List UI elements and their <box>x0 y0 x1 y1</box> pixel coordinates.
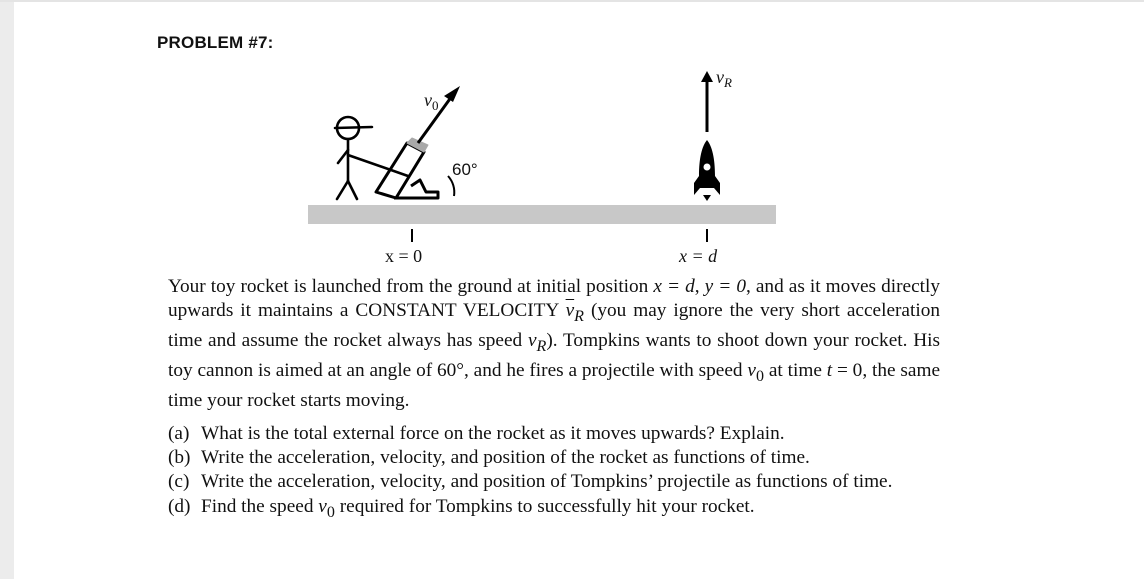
angle-label: 60° <box>452 160 478 179</box>
question-a: (a) What is the total external force on the rocket as it moves upwards? Explain. <box>168 423 785 444</box>
label-x0: x = 0 <box>385 246 423 266</box>
rocket <box>694 140 720 201</box>
problem-description: Your toy rocket is launched from the ground at initial position x = d, y = 0, and as it moves directly upwards it maintains a CONSTANT VELOCITY $\overline{v}_R$ (you may ignore the very short acceleration time and assume the rocket always has speed $v_R$). Tompkins wants to shoot down your rocket. His toy cannon is aimed at an angle of 60°, and he fires a projectile with speed $v_0$ at time t = 0, the same time your rocket starts moving. <box>168 276 940 412</box>
vr-arrow <box>701 71 713 132</box>
label-xd: x = d <box>679 246 718 266</box>
problem-figure <box>0 0 1144 270</box>
question-b: (b) Write the acceleration, velocity, and position of the rocket as functions of time. <box>168 447 810 469</box>
ground-bar <box>308 205 776 224</box>
question-d: (d) Find the speed $v_0$ required for Tompkins to successfully hit your rocket. <box>168 495 755 521</box>
question-list <box>168 422 940 525</box>
v0-label: $v_0$ <box>424 90 439 113</box>
problem-heading: PROBLEM #7: <box>157 33 274 52</box>
angle-arc <box>448 176 454 196</box>
vr-label: $v_R$ <box>716 67 732 90</box>
question-c: (c) Write the acceleration, velocity, and position of Tompkins’ projectile as functions of time. <box>168 471 893 493</box>
